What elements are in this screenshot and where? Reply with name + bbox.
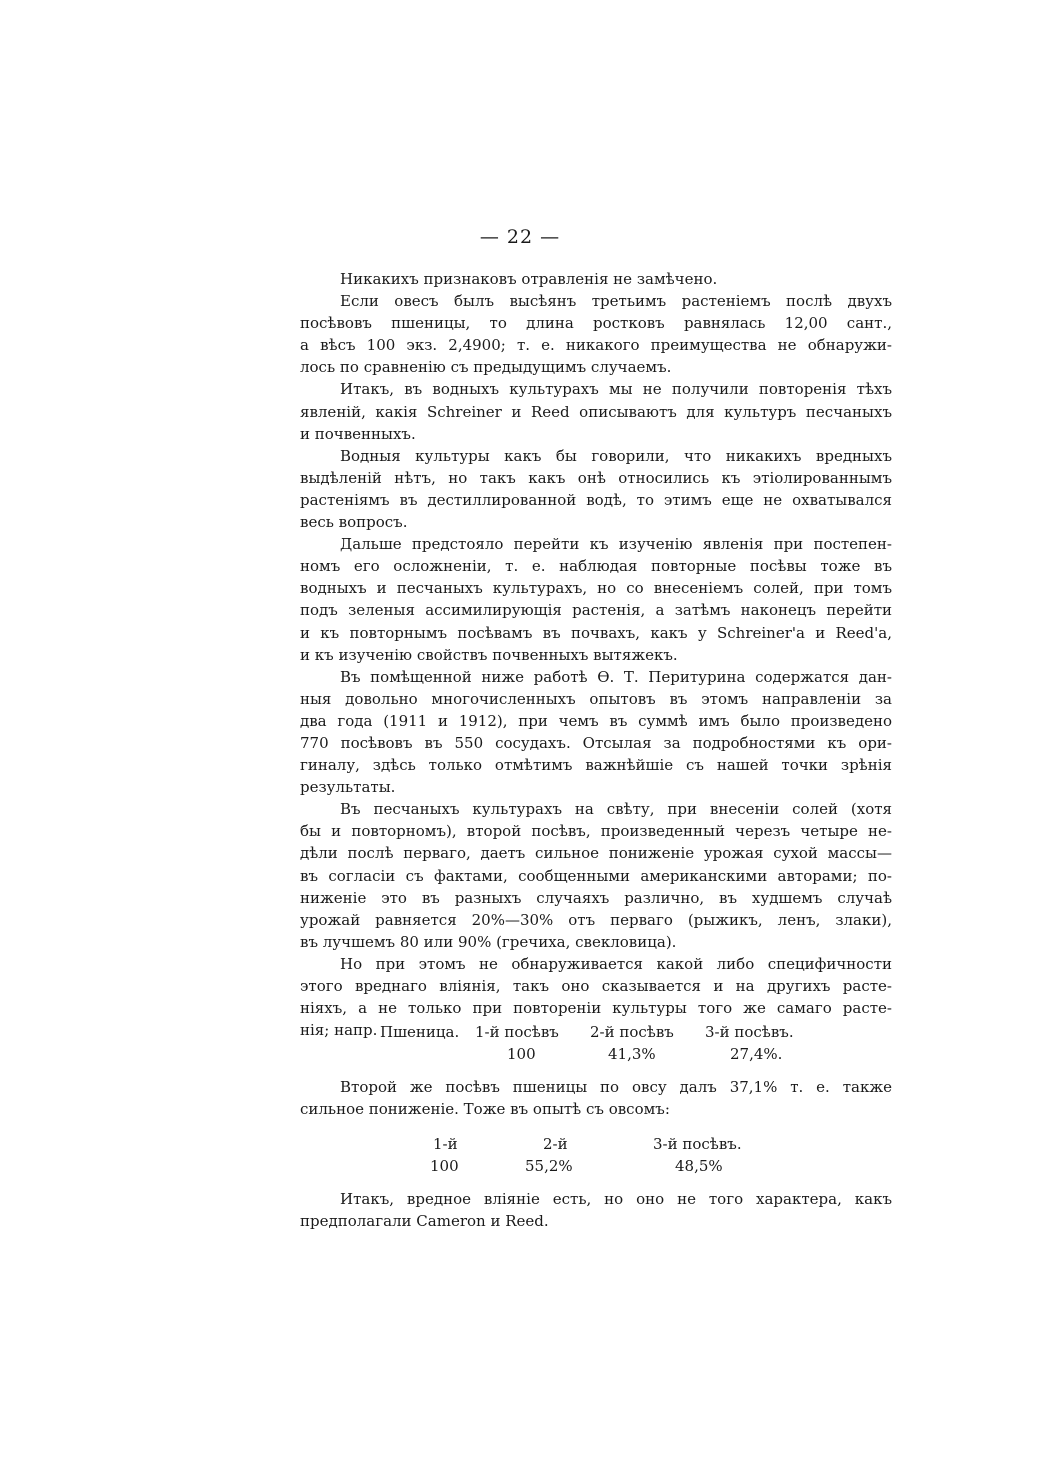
paragraph-line: Никакихъ признаковъ отравленія не замѣчено. [340, 270, 718, 288]
table-value-cell: 100 [430, 1157, 459, 1175]
paragraph-line: Если овесъ былъ высѣянъ третьимъ растеніемъ послѣ двухъ [340, 292, 892, 311]
paragraph-line: этого вреднаго вліянія, такъ оно сказывается и на другихъ расте- [300, 977, 892, 995]
body-text [300, 268, 892, 1041]
paragraph-line: растеніямъ въ дестиллированной водѣ, то этимъ еще не охватывался [300, 490, 892, 509]
paragraph-line: Водныя культуры какъ бы говорили, что никакихъ вредныхъ [340, 446, 892, 465]
table-value-cell: 41,3% [608, 1045, 656, 1063]
paragraph-line: ниженіе это въ разныхъ случаяхъ различно, въ худшемъ случаѣ [300, 888, 892, 907]
table-header-row [425, 1133, 785, 1155]
paragraph-line: выдѣленій нѣтъ, но такъ какъ онѣ относились къ этіолированнымъ [300, 468, 892, 487]
paragraph-line: водныхъ и песчаныхъ культурахъ, но со внесеніемъ солей, при томъ [300, 579, 892, 598]
paragraph-line: номъ его осложненіи, т. е. наблюдая повторные посѣвы тоже въ [300, 557, 892, 576]
paragraph-line: гиналу, здѣсь только отмѣтимъ важнѣйшіе съ нашей точки зрѣнія [300, 756, 892, 775]
table-header-cell: 2-й посѣвъ [590, 1023, 674, 1041]
page-number: — 22 — [479, 226, 561, 248]
table-value-cell: 27,4%. [730, 1045, 783, 1063]
paragraph-line: сильное пониженіе. Тоже въ опытѣ съ овсомъ: [300, 1100, 670, 1119]
paragraph-line: и къ изученію свойствъ почвенныхъ вытяжекъ. [300, 645, 678, 664]
paragraph-line: урожай равняется 20%—30% отъ перваго (рыжикъ, ленъ, злаки), [300, 910, 892, 929]
table-row-label: Пшеница. [380, 1023, 460, 1041]
table-value-row [380, 1043, 820, 1065]
sowing-table-oats [425, 1133, 785, 1177]
paragraph-line: Второй же посѣвъ пшеницы по овсу далъ 37,1% т. е. также [340, 1078, 892, 1096]
paragraph-line: результаты. [300, 778, 396, 797]
table-header-cell: 1-й посѣвъ [475, 1023, 559, 1041]
paragraph-line: ніяхъ, а не только при повтореніи культуры того же самаго расте- [300, 999, 892, 1018]
paragraph-line: предполагали Cameron и Reed. [300, 1212, 549, 1231]
table-value-cell: 100 [507, 1045, 536, 1063]
paragraph-line: и почвенныхъ. [300, 424, 416, 443]
table-value-row [425, 1155, 785, 1177]
table-value-cell: 55,2% [525, 1157, 573, 1175]
paragraph-line: Итакъ, въ водныхъ культурахъ мы не получили повторенія тѣхъ [340, 380, 892, 399]
paragraph-line: дѣли послѣ перваго, даетъ сильное пониженіе урожая сухой массы— [300, 844, 892, 863]
paragraph-line: весь вопросъ. [300, 513, 408, 532]
paragraph-line: явленій, какія Schreiner и Reed описываютъ для культуръ песчаныхъ [300, 402, 892, 421]
paragraph-line: подъ зеленыя ассимилирующія растенія, а затѣмъ наконецъ перейти [300, 601, 892, 620]
paragraph-line: 770 посѣвовъ въ 550 сосудахъ. Отсылая за подробностями къ ори- [300, 733, 892, 752]
table-header-cell: 1-й [433, 1135, 458, 1153]
paragraph-line: и къ повторнымъ посѣвамъ въ почвахъ, какъ у Schreiner'a и Reed'a, [300, 623, 892, 642]
paragraph-line: Въ песчаныхъ культурахъ на свѣту, при внесеніи солей (хотя [340, 800, 892, 819]
paragraph-line: посѣвовъ пшеницы, то длина ростковъ равнялась 12,00 сант., [300, 314, 892, 333]
sowing-table-wheat [380, 1021, 820, 1065]
table-header-cell: 2-й [543, 1135, 568, 1153]
paragraph-line: нія; напр. [300, 1021, 378, 1040]
paragraph-after-table [300, 1076, 892, 1120]
paragraph-line: ныя довольно многочисленныхъ опытовъ въ этомъ направленіи за [300, 689, 892, 708]
paragraph-line: Но при этомъ не обнаруживается какой либо специфичности [340, 954, 892, 973]
table-value-cell: 48,5% [675, 1157, 723, 1175]
paragraph-line: два года (1911 и 1912), при чемъ въ суммѣ имъ было произведено [300, 711, 892, 730]
paragraph-line: въ согласіи съ фактами, сообщенными американскими авторами; по- [300, 866, 892, 885]
table-header-cell: 3-й посѣвъ. [705, 1023, 794, 1041]
table-header-row [380, 1021, 820, 1043]
paragraph-line: въ лучшемъ 80 или 90% (гречиха, свекловица). [300, 932, 677, 951]
paragraph-line: Дальше предстояло перейти къ изученію явленія при постепен- [340, 535, 892, 554]
paragraph-line: а вѣсъ 100 экз. 2,4900; т. е. никакого преимущества не обнаружи- [300, 336, 892, 355]
paragraph-line: лось по сравненію съ предыдущимъ случаемъ. [300, 358, 672, 377]
paragraph-line: бы и повторномъ), второй посѣвъ, произведенный черезъ четыре не- [300, 822, 892, 841]
paragraph-line: Въ помѣщенной ниже работѣ Ѳ. Т. Перитурина содержатся дан- [340, 667, 892, 686]
paragraph-line: Итакъ, вредное вліяніе есть, но оно не того характера, какъ [340, 1190, 892, 1208]
table-header-cell: 3-й посѣвъ. [653, 1135, 742, 1153]
closing-paragraph [300, 1188, 892, 1232]
